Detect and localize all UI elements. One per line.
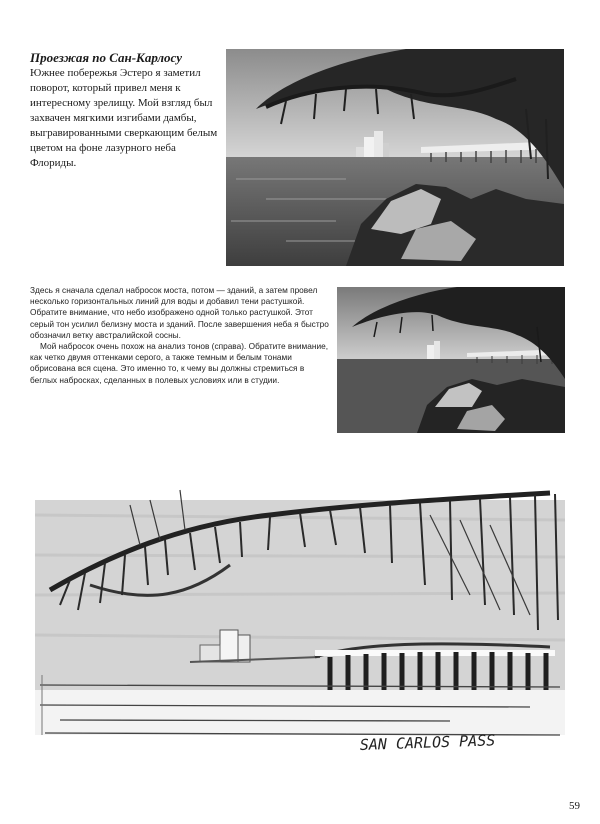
- photo-bridge-large-image: [226, 49, 564, 266]
- photo-bridge-small-image: [337, 287, 565, 433]
- photo-bridge-large: [226, 49, 564, 266]
- section-heading: Проезжая по Сан-Карлосу: [30, 50, 182, 65]
- pencil-sketch: [30, 445, 570, 775]
- pencil-sketch-drawing: [30, 445, 570, 775]
- sketch-caption: SAN CARLOS PASS: [359, 731, 496, 754]
- body-text: [30, 285, 330, 386]
- page-number: 59: [569, 800, 580, 812]
- body-paragraph-1: Здесь я сначала сделал набросок моста, потом — зданий, а затем провел несколько горизонтальных линий для воды и добавил тени растушкой. Обратите внимание, что небо изображено одной только растушкой. Этот серый тон усилил белизну моста и зданий. После завершения неба я быстро обозначил ветку австралийской сосны.: [30, 285, 329, 340]
- intro-paragraph: Южнее побережья Эстеро я заметил поворот, который привел меня к интересному зрелищу. Мой взгляд был захвачен мягкими изгибами дамбы, выгравированными сверкающим белым цветом на фоне лазурного неба Флориды.: [30, 67, 218, 169]
- body-paragraph-2: Мой набросок очень похож на анализ тонов (справа). Обратите внимание, как четко двумя оттенками серого, а также темным и белым тонами обрисована вся сцена. Это именно то, к чему вы должны стремиться в беглых набросках, сделанных в полевых условиях или в студии.: [30, 341, 329, 385]
- photo-bridge-small: [337, 287, 565, 433]
